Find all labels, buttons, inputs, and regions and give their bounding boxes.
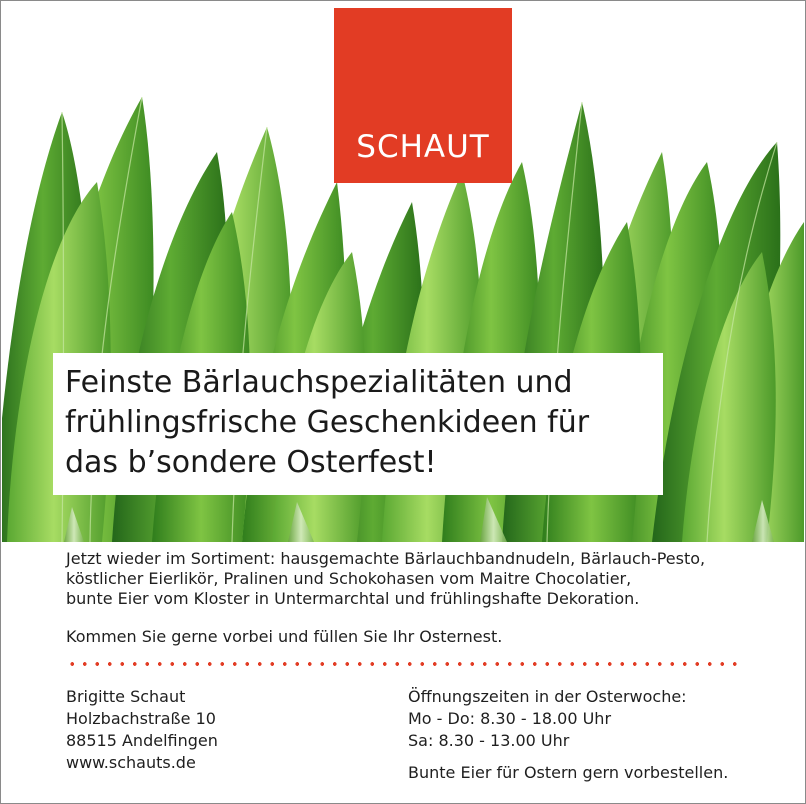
opening-hours — [408, 686, 687, 752]
product-description — [66, 549, 786, 609]
preorder-note: Bunte Eier für Ostern gern vorbestellen. — [408, 763, 729, 782]
dotted-divider — [66, 662, 742, 666]
hours-title: Öffnungszeiten in der Osterwoche: — [408, 687, 687, 706]
description-line: Jetzt wieder im Sortiment: hausgemachte Bärlauchbandnudeln, Bärlauch-Pesto, — [66, 549, 706, 568]
headline-line: frühlingsfrische Geschenkideen für — [65, 405, 590, 440]
invitation-text: Kommen Sie gerne vorbei und füllen Sie Ihr Osternest. — [66, 627, 503, 646]
city-address: 88515 Andelfingen — [66, 731, 218, 750]
description-line: bunte Eier vom Kloster in Untermarchtal und frühlingshafte Dekoration. — [66, 589, 640, 608]
headline-line: Feinste Bärlauchspezialitäten und — [65, 365, 573, 400]
street-address: Holzbachstraße 10 — [66, 709, 216, 728]
website-link[interactable]: www.schauts.de — [66, 753, 196, 772]
headline-box — [53, 353, 663, 495]
schaut-logo — [334, 8, 512, 183]
headline-line: das b’sondere Osterfest! — [65, 445, 437, 480]
description-line: köstlicher Eierlikör, Pralinen und Schokohasen vom Maitre Chocolatier, — [66, 569, 632, 588]
headline — [65, 363, 665, 483]
owner-name: Brigitte Schaut — [66, 687, 186, 706]
hours-saturday: Sa: 8.30 - 13.00 Uhr — [408, 731, 570, 750]
hours-weekdays: Mo - Do: 8.30 - 18.00 Uhr — [408, 709, 612, 728]
address-block — [66, 686, 218, 774]
logo-text: SCHAUT — [356, 129, 490, 165]
